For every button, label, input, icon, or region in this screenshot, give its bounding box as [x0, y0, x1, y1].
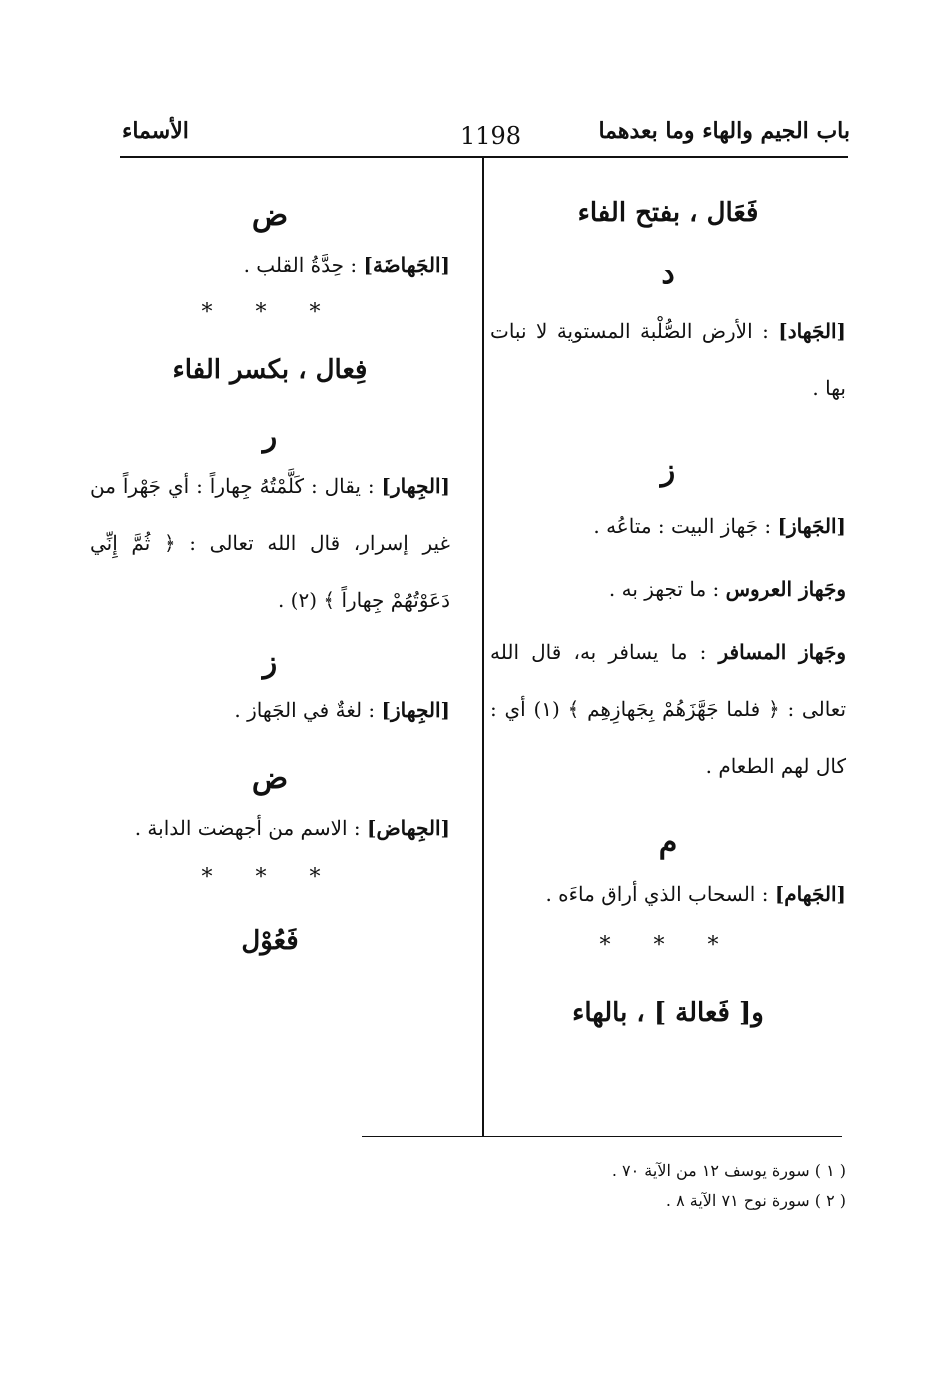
dictionary-entry	[490, 498, 846, 555]
entry-definition: : جَهاز البيت : متاعُه .	[593, 514, 772, 538]
entry-lemma: [الجِهار]	[381, 474, 451, 498]
dictionary-entry	[90, 237, 450, 294]
letter-heading: ز	[660, 453, 676, 488]
header-rule	[120, 156, 848, 158]
footnote-2: ( ٢ ) سورة نوح ٧١ الآية ٨ .	[665, 1191, 846, 1210]
entry-definition: : الاسم من أجهضت الدابة .	[134, 816, 361, 840]
dictionary-entry	[90, 682, 450, 739]
entry-definition: : حِدَّةُ القلب .	[243, 253, 358, 277]
entry-definition: : السحاب الذي أراق ماءَه .	[545, 882, 769, 906]
entry-lemma: [الجَهاد]	[778, 319, 847, 343]
dictionary-entry	[490, 624, 846, 795]
footnote-rule	[362, 1136, 842, 1137]
section-separator: * * *	[201, 865, 339, 890]
section-heading: فَعَال ، بفتح الفاء	[577, 198, 759, 228]
running-header-chapter: باب الجيم والهاء وما بعدهما	[598, 118, 850, 144]
dictionary-entry	[490, 866, 846, 923]
letter-heading: ر	[262, 419, 278, 454]
letter-heading: م	[658, 825, 678, 860]
footnote-1: ( ١ ) سورة يوسف ١٢ من الآية ٧٠ .	[611, 1161, 846, 1180]
entry-definition: : ما يسافر به، قال الله تعالى : ﴿ فلما جَهَّزَهُمْ بِجَهازِهِم ﴾ (١) أي : كال لهم الطعام .	[490, 640, 847, 778]
right-column	[490, 196, 846, 1028]
entry-lemma: [الجِهاز]	[381, 698, 450, 722]
dictionary-entry	[90, 800, 450, 857]
entry-definition: : ما تجهز به .	[608, 577, 720, 601]
entry-lemma: [الجَهام]	[774, 882, 846, 906]
entry-lemma: [الجِهاض]	[367, 816, 450, 840]
entry-definition: : الأرض الصُّلْبة المستوية لا نبات بها .	[490, 319, 846, 400]
entry-lemma: [الجَهاضَة]	[363, 253, 450, 277]
letter-heading: ض	[251, 198, 289, 233]
dictionary-entry	[490, 303, 846, 417]
dictionary-entry	[90, 458, 450, 629]
entry-lemma: وجَهاز المسافر	[718, 640, 846, 664]
section-heading: فَعُوْل	[241, 926, 299, 956]
column-divider	[482, 158, 484, 1136]
left-column	[90, 196, 450, 956]
letter-heading: د	[661, 256, 675, 291]
letter-heading: ز	[262, 645, 278, 680]
section-heading: فِعال ، بكسر الفاء	[172, 355, 368, 385]
entry-lemma: [الجَهاز]	[777, 514, 846, 538]
dictionary-entry	[490, 561, 846, 618]
letter-heading: ض	[251, 761, 289, 796]
entry-definition: : يقال : كَلَّمْتُهُ جِهاراً : أي جَهْراً من غير إسرار، قال الله تعالى : ﴿ ثُمَّ إِنِّي دَعَوْتُهُمْ جِهاراً ﴾ (٢) .	[90, 474, 450, 612]
section-heading: و[ فَعالة ] ، بالهاء	[572, 998, 764, 1028]
section-separator: * * *	[201, 300, 339, 325]
page-number: 1198	[460, 122, 522, 150]
running-header-section: الأسماء	[122, 118, 189, 144]
section-separator: * * *	[599, 933, 737, 958]
entry-lemma: وجَهاز العروس	[725, 577, 846, 601]
footnotes	[376, 1156, 846, 1216]
entry-definition: : لغةٌ في الجَهاز .	[234, 698, 376, 722]
